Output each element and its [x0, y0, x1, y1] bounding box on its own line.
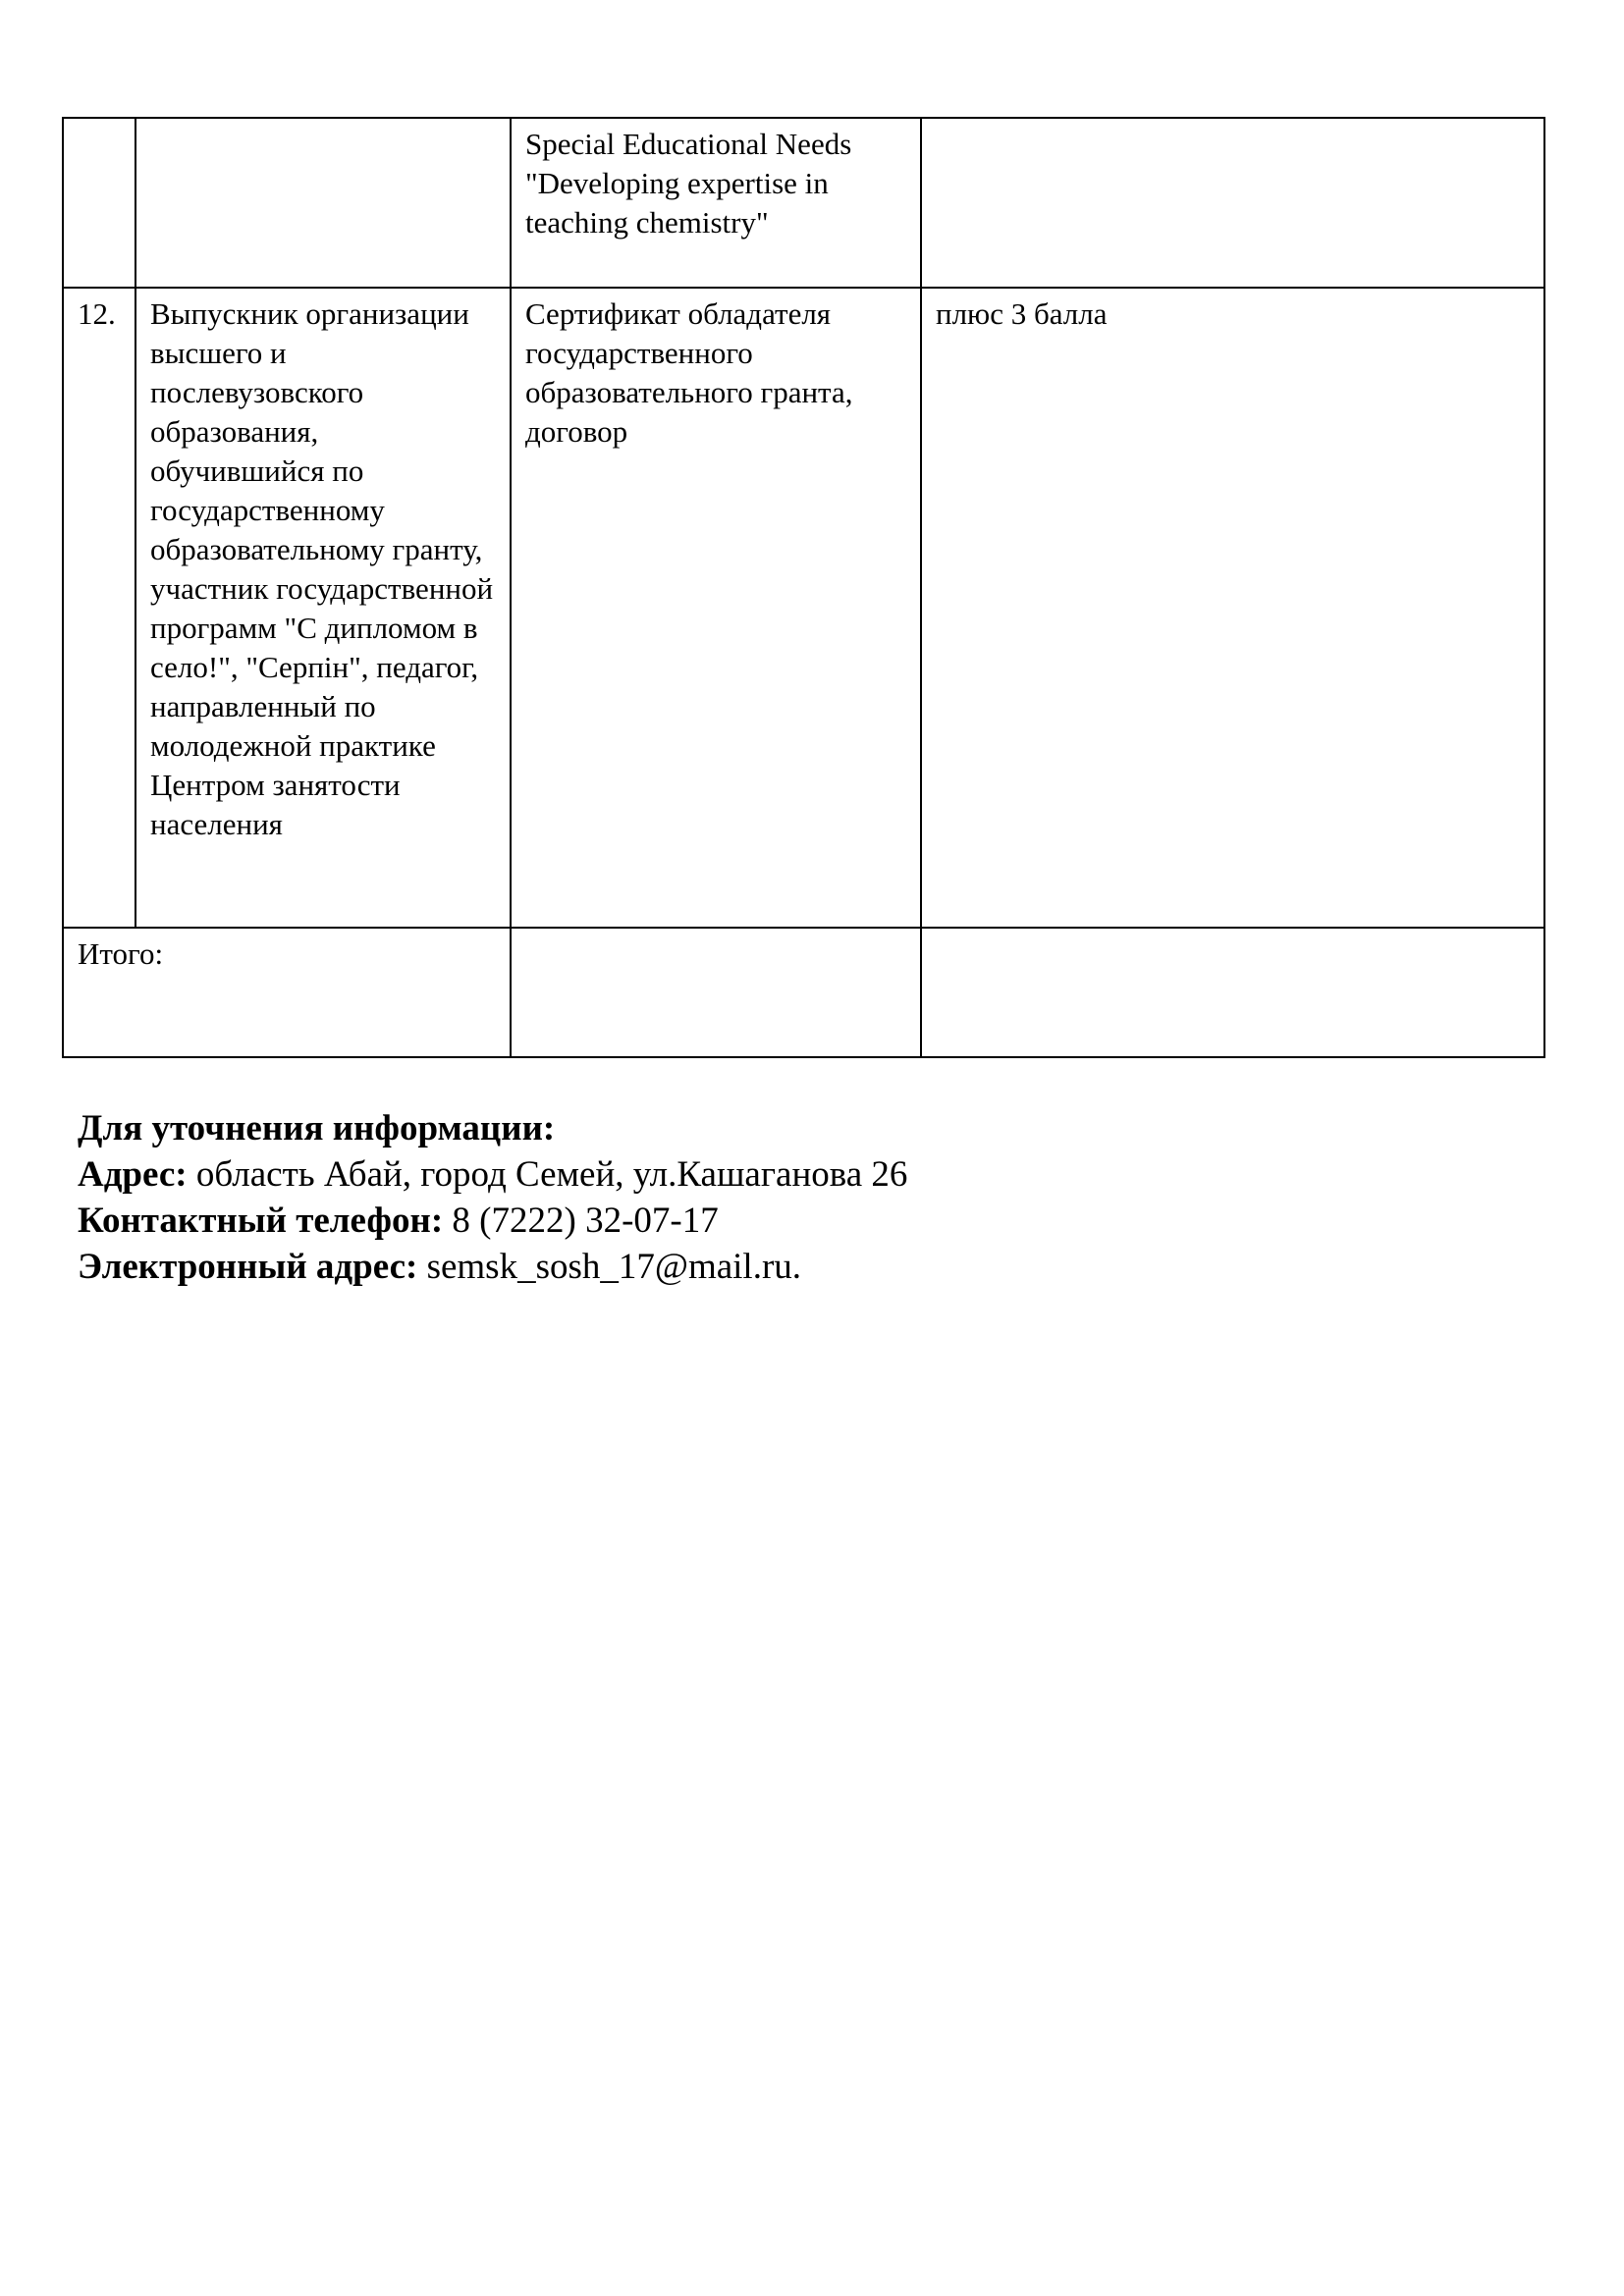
phone-value: 8 (7222) 32-07-17: [443, 1201, 719, 1241]
email-label: Электронный адрес:: [78, 1247, 418, 1287]
address-label: Адрес:: [78, 1154, 188, 1195]
total-label-cell: Итого:: [63, 928, 511, 1057]
total-document-cell: [511, 928, 921, 1057]
document-cell: Special Educational Needs "Developing expertise in teaching chemistry": [511, 118, 921, 288]
criteria-table: [62, 117, 1545, 1058]
address-value: область Абай, город Семей, ул.Кашаганова 26: [187, 1154, 908, 1195]
contact-phone: [78, 1198, 1531, 1244]
contact-email: [78, 1244, 1531, 1290]
contact-heading-text: Для уточнения информации:: [78, 1108, 556, 1148]
table-row-continuation: [63, 118, 1544, 288]
table-row-12: [63, 288, 1544, 928]
criterion-cell: Выпускник организации высшего и послевузовского образования, обучившийся по государственному образовательному гранту, участник государственной программ "С дипломом в село!", "Серпін", педагог, направленный по молодежной практике Центром занятости населения: [135, 288, 511, 928]
total-score-cell: [921, 928, 1544, 1057]
phone-label: Контактный телефон:: [78, 1201, 444, 1241]
score-cell: плюс 3 балла: [921, 288, 1544, 928]
contact-address: [78, 1151, 1531, 1198]
row-number-cell: 12.: [63, 288, 135, 928]
document-cell: Сертификат обладателя государственного образовательного гранта, договор: [511, 288, 921, 928]
table-row-total: [63, 928, 1544, 1057]
contact-info: [78, 1105, 1531, 1290]
email-value: semsk_sosh_17@mail.ru.: [417, 1247, 802, 1287]
score-cell: [921, 118, 1544, 288]
row-number-cell: [63, 118, 135, 288]
contact-heading: [78, 1105, 1531, 1151]
criterion-cell: [135, 118, 511, 288]
